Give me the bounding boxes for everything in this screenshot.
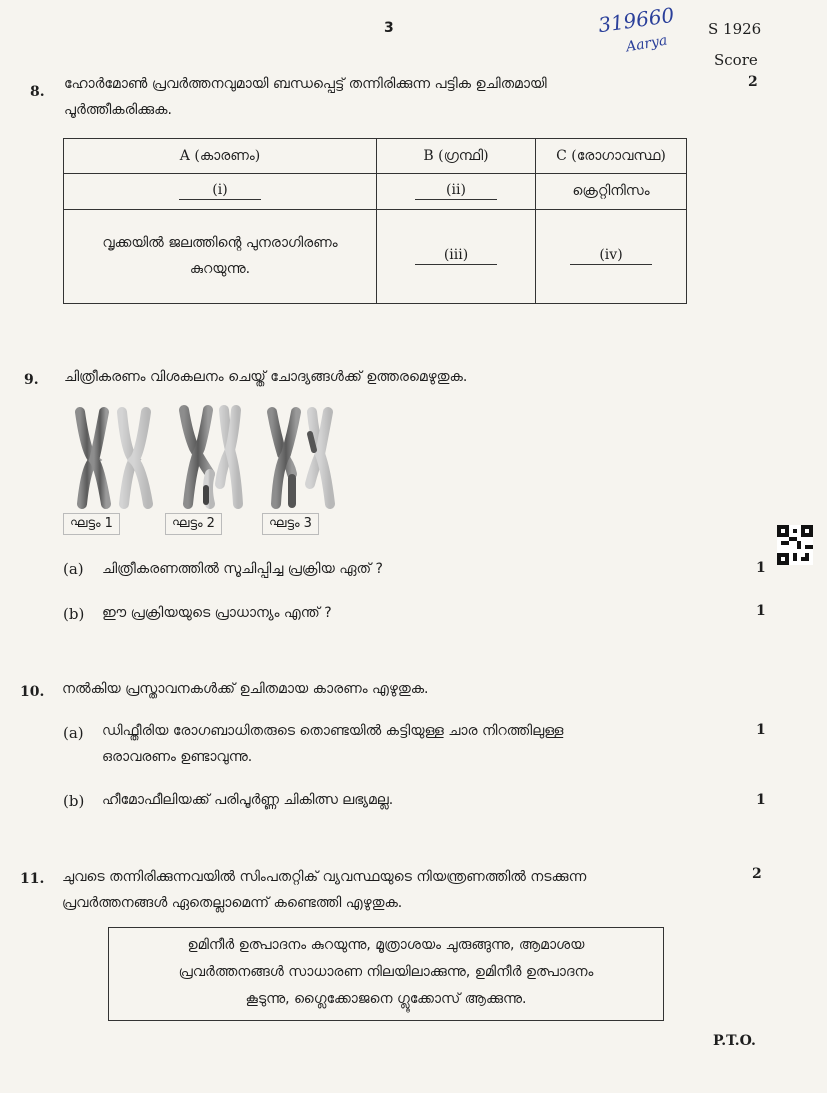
question-10-text: നൽകിയ പ്രസ്താവനകൾക്ക് ഉചിതമായ കാരണം എഴുതുക. — [62, 681, 429, 697]
q10-a-text: ഡിഫ്തീരിയ രോഗബാധിതരുടെ തൊണ്ടയിൽ കട്ടിയുള്ള ചാര നിറത്തിലുള്ള ഒരാവരണം ഉണ്ടാവുന്നു. — [102, 723, 564, 765]
chromosome-illustration — [60, 404, 360, 514]
header-disease: C (രോഗാവസ്ഥ) — [536, 139, 687, 174]
cell-kidney-reabsorption: വൃക്കയിൽ ജലത്തിന്റെ പുനരാഗിരണം കുറയുന്നു. — [64, 209, 377, 303]
paper-code: S 1926 — [708, 20, 762, 38]
question-8-marks: 2 — [748, 74, 758, 90]
header-gland: B (ഗ്രന്ഥി) — [377, 139, 536, 174]
question-8-line-2: പൂർത്തീകരിക്കുക. — [64, 102, 172, 118]
question-8-number: 8. — [30, 84, 45, 100]
handwritten-register-number: 319660 — [596, 2, 676, 38]
handwritten-name: Aarya — [624, 32, 669, 56]
q10-b-marks: 1 — [756, 792, 766, 808]
q10-b-text: ഹീമോഫീലിയക്ക് പരിപൂർണ്ണ ചികിത്സ ലഭ്യമല്ല. — [102, 792, 394, 808]
question-9-number: 9. — [24, 372, 39, 388]
stage-1-label: ഘട്ടം 1 — [63, 513, 120, 535]
options-line-3: കൂടുന്നു, ഗ്ലൈക്കോജനെ ഗ്ലൂക്കോസ് ആക്കുന്നു. — [245, 991, 527, 1007]
page-number: 3 — [384, 20, 394, 36]
score-label: Score — [714, 51, 758, 69]
question-11-text: ചുവടെ തന്നിരിക്കുന്നവയിൽ സിംപതറ്റിക് വ്യവസ്ഥയുടെ നിയന്ത്രണത്തിൽ നടക്കുന്ന പ്രവർത്തനങ്ങൾ ഏതെല്ലാമെന്ന് കണ്ടെത്തി എഴുതുക. — [62, 869, 587, 911]
please-turn-over: P.T.O. — [713, 1033, 756, 1049]
options-line-1: ഉമിനീർ ഉത്പാദനം കുറയുന്നു, മൂത്രാശയം ചുരുങ്ങുന്നു, ആമാശയ — [187, 937, 585, 953]
header-cause: A (കാരണം) — [64, 139, 377, 174]
chromosome-stage-3 — [272, 412, 330, 504]
chromosome-stage-2 — [184, 410, 238, 504]
hormone-table — [63, 138, 687, 304]
q9-a-label: (a) — [63, 560, 84, 578]
question-8-line-1: ഹോർമോൺ പ്രവർത്തനവുമായി ബന്ധപ്പെട്ട് തന്നിരിക്കുന്ന പട്ടിക ഉചിതമായി — [64, 76, 547, 92]
question-10-number: 10. — [20, 684, 45, 700]
q10-a-label: (a) — [63, 724, 84, 742]
stage-2-label: ഘട്ടം 2 — [165, 513, 222, 535]
question-9-text: ചിത്രീകരണം വിശകലനം ചെയ്ത് ചോദ്യങ്ങൾക്ക് ഉത്തരമെഴുതുക. — [64, 369, 468, 385]
stage-3-label: ഘട്ടം 3 — [262, 513, 319, 535]
table-row — [64, 209, 687, 303]
chromosome-stage-1 — [80, 412, 148, 504]
q9-b-label: (b) — [63, 605, 85, 623]
question-11-marks: 2 — [752, 866, 762, 882]
cell-blank-ii: (ii) — [377, 174, 536, 210]
q10-b-label: (b) — [63, 792, 85, 810]
cell-cretinism: ക്രെറ്റിനിസം — [536, 174, 687, 210]
qr-code-icon — [777, 525, 813, 565]
question-11-number: 11. — [20, 871, 45, 887]
q9-b-marks: 1 — [756, 603, 766, 619]
q9-a-marks: 1 — [756, 560, 766, 576]
cell-blank-i: (i) — [64, 174, 377, 210]
cell-blank-iii: (iii) — [377, 209, 536, 303]
table-header-row — [64, 139, 687, 174]
options-line-2: പ്രവർത്തനങ്ങൾ സാധാരണ നിലയിലാക്കുന്നു, ഉമിനീർ ഉത്പാദനം — [178, 964, 594, 980]
options-box — [108, 927, 664, 1021]
q9-a-text: ചിത്രീകരണത്തിൽ സൂചിപ്പിച്ച പ്രക്രിയ ഏത് ? — [102, 561, 383, 577]
table-row — [64, 174, 687, 210]
q9-b-text: ഈ പ്രക്രിയയുടെ പ്രാധാന്യം എന്ത് ? — [102, 605, 332, 621]
question-8-text — [64, 71, 547, 123]
q10-a-marks: 1 — [756, 722, 766, 738]
cell-blank-iv: (iv) — [536, 209, 687, 303]
